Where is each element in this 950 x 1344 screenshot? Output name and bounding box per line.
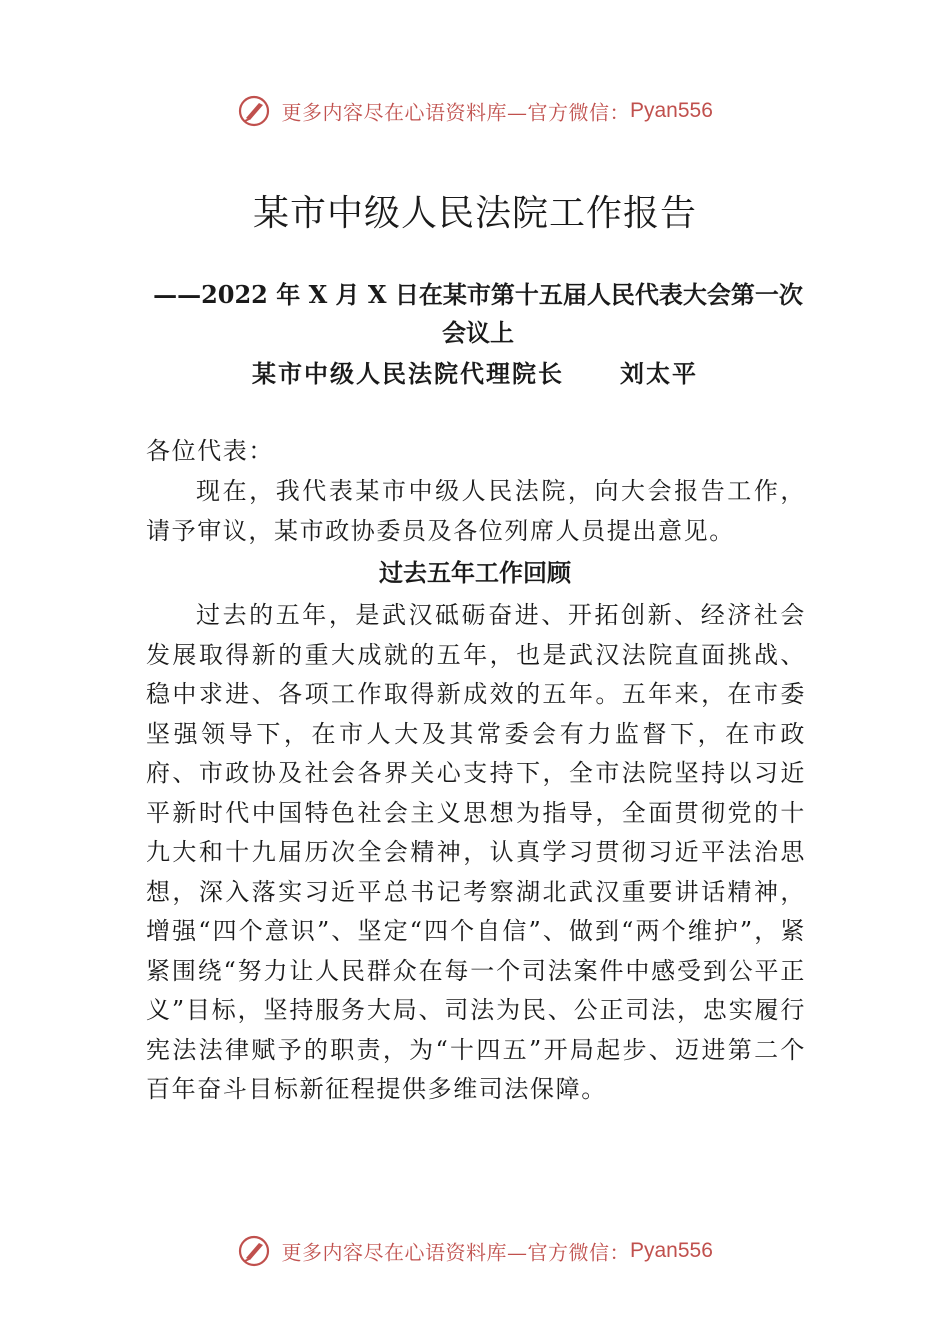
watermark-wechat-id: Pyan556 [629,99,713,122]
salutation: 各位代表： [146,437,274,465]
author-line [0,354,950,389]
document-subtitle: ——2022 年 X 月 X 日在某市第十五届人民代表大会第一次会议上 [153,280,803,347]
review-paragraph: 过去的五年，是武汉砥砺奋进、开拓创新、经济社会发展取得新的重大成就的五年，也是武汉法院直面挑战、稳中求进、各项工作取得新成效的五年。五年来，在市委坚强领导下，在市人大及其常委会有力监督下，在市政府、市政协及社会各界关心支持下，全市法院坚持以习近平新时代中国特色社会主义思想为指导，全面贯彻党的十九大和十九届历次全会精神，认真学习贯彻习近平法治思想，深入落实习近平总书记考察湖北武汉重要讲话精神，增强“四个意识”、坚定“四个自信”、做到“两个维护”，紧紧围绕“努力让人民群众在每一个司法案件中感受到公平正义”目标，坚持服务大局、司法为民、公正司法，忠实履行宪法法律赋予的职责，为“十四五”开局起步、迈进第二个百年奋斗目标新征程提供多维司法保障。 [146,601,806,1103]
watermark-wechat-id: Pyan556 [629,1239,713,1262]
header-watermark [0,94,950,128]
quill-logo-icon [237,1234,271,1268]
author-role: 某市中级人民法院代理院长 [252,359,564,388]
watermark-text: 更多内容尽在心语资料库—官方微信： [281,1240,630,1265]
section-heading: 过去五年工作回顾 [379,559,571,587]
watermark-text: 更多内容尽在心语资料库—官方微信： [281,100,630,125]
author-name: 刘太平 [620,359,698,388]
footer-watermark [0,1234,950,1268]
document-title: 某市中级人民法院工作报告 [252,193,697,234]
intro-paragraph: 现在，我代表某市中级人民法院，向大会报告工作，请予审议，某市政协委员及各位列席人员提出意见。 [146,477,806,545]
quill-logo-icon [237,94,271,128]
